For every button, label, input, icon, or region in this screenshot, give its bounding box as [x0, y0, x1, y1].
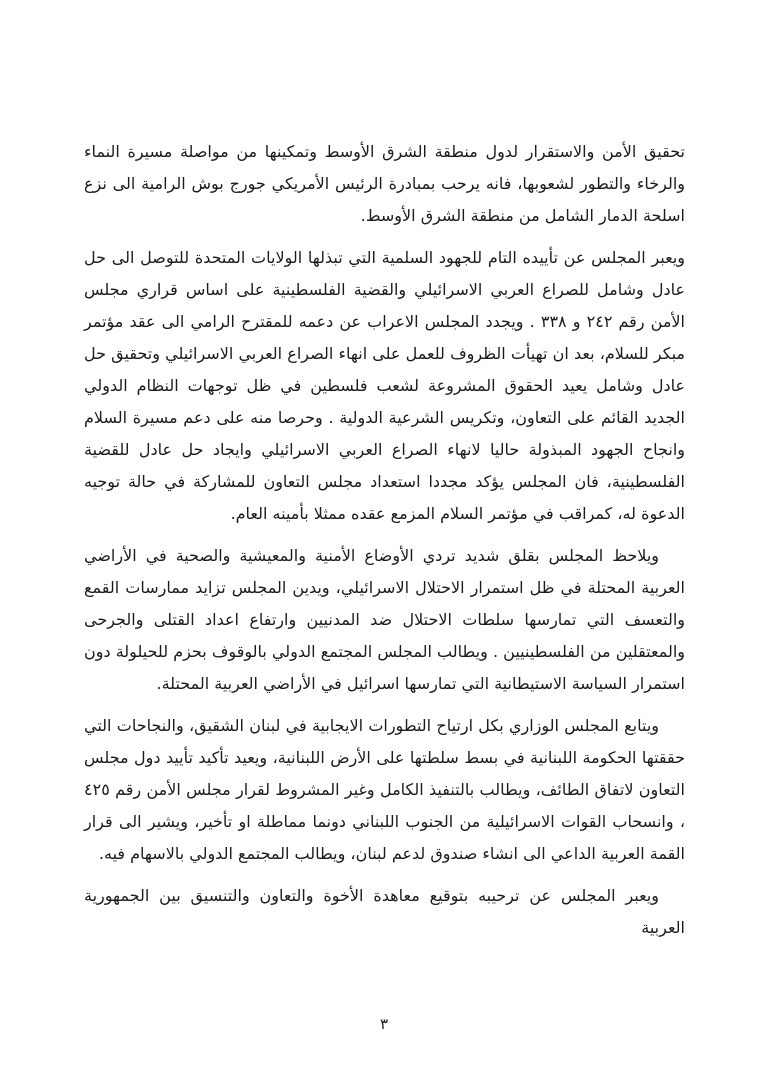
document-body — [84, 136, 685, 954]
paragraph: ويلاحظ المجلس بقلق شديد تردي الأوضاع الأمنية والمعيشية والصحية في الأراضي العربية المحتلة في ظل استمرار الاحتلال الاسرائيلي، ويدين المجلس تزايد ممارسات القمع والتعسف التي تمارسها سلطات الاحتلال ضد المدنيين وارتفاع اعداد القتلى والجرحى والمعتقلين من الفلسطينيين . ويطالب المجلس المجتمع الدولي بالوقوف بحزم للحيلولة دون استمرار السياسة الاستيطانية التي تمارسها اسرائيل في الأراضي العربية المحتلة. — [84, 546, 685, 693]
paragraph: ويتابع المجلس الوزاري بكل ارتياح التطورات الايجابية في لبنان الشقيق، والنجاحات التي حققتها الحكومة اللبنانية في بسط سلطتها على الأرض اللبنانية، ويعيد تأكيد تأييد دول مجلس التعاون لاتفاق الطائف، ويطالب بالتنفيذ الكامل وغير المشروط لقرار مجلس الأمن رقم ٤٢٥ ، وانسحاب القوات الاسرائيلية من الجنوب اللبناني دونما مماطلة او تأخير، ويشير الى قرار القمة العربية الداعي الى انشاء صندوق لدعم لبنان، ويطالب المجتمع الدولي بالاسهام فيه. — [84, 716, 685, 863]
page-number: ٣ — [379, 1015, 389, 1033]
paragraph: تحقيق الأمن والاستقرار لدول منطقة الشرق الأوسط وتمكينها من مواصلة مسيرة النماء والرخاء والتطور لشعوبها، فانه يرحب بمبادرة الرئيس الأمريكي جورج بوش الرامية الى نزع اسلحة الدمار الشامل من منطقة الشرق الأوسط. — [84, 142, 685, 225]
paragraph: ويعبر المجلس عن ترحيبه بتوقيع معاهدة الأخوة والتعاون والتنسيق بين الجمهورية العربية — [84, 886, 685, 937]
paragraph: ويعبر المجلس عن تأييده التام للجهود السلمية التي تبذلها الولايات المتحدة للتوصل الى حل عادل وشامل للصراع العربي الاسرائيلي والقضية الفلسطينية على اساس قراري مجلس الأمن رقم ٢٤٢ و ٣٣٨ . ويجدد المجلس الاعراب عن دعمه للمقترح الرامي الى عقد مؤتمر مبكر للسلام، بعد ان تهيأت الظروف للعمل على انهاء الصراع العربي الاسرائيلي وتحقيق حل عادل وشامل يعيد الحقوق المشروعة لشعب فلسطين في ظل توجهات النظام الدولي الجديد القائم على التعاون، وتكريس الشرعية الدولية . وحرصا منه على دعم مسيرة السلام وانجاح الجهود المبذولة حاليا لانهاء الصراع العربي الاسرائيلي وايجاد حل عادل للقضية الفلسطينية، فان المجلس يؤكد مجددا استعداد مجلس التعاون للمشاركة في حالة توجيه الدعوة له، كمراقب في مؤتمر السلام المزمع عقده ممثلا بأمينه العام. — [84, 248, 686, 523]
